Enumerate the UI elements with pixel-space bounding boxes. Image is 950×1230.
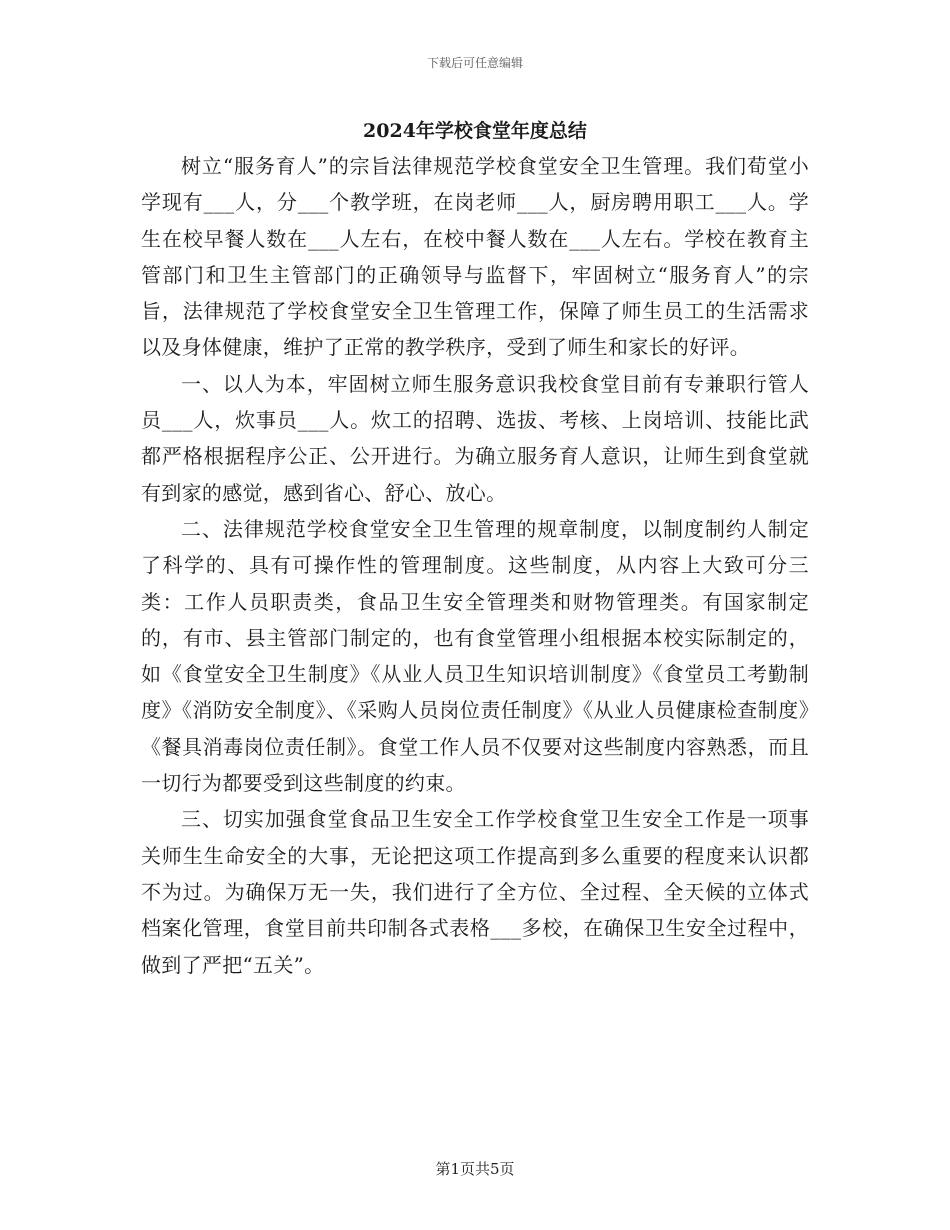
paragraph-section-3: 三、切实加强食堂食品卫生安全工作学校食堂卫生安全工作是一项事关师生生命安全的大事，无论把这项工作提高到多么重要的程度来认识都不为过。为确保万无一失，我们进行了全方位、全过程、全天候的立体式档案化管理，食堂目前共印制各式表格___多校，在确保卫生安全过程中，做到了严把“五关”。: [141, 807, 809, 977]
paragraph-section-2: 二、法律规范学校食堂安全卫生管理的规章制度，以制度制约人制定了科学的、具有可操作性的管理制度。这些制度，从内容上大致可分三类：工作人员职责类，食品卫生安全管理类和财物管理类。有国家制定的，有市、县主管部门制定的，也有食堂管理小组根据本校实际制定的，如《食堂安全卫生制度》《从业人员卫生知识培训制度》《食堂员工考勤制度》《消防安全制度》、《采购人员岗位责任制度》《从业人员健康检查制度》《餐具消毒岗位责任制》。食堂工作人员不仅要对这些制度内容熟悉，而且一切行为都要受到这些制度的约束。: [141, 516, 809, 796]
paragraph-intro: 树立“服务育人”的宗旨法律规范学校食堂安全卫生管理。我们荀堂小学现有___人，分___个教学班，在岗老师___人，厨房聘用职工___人。学生在校早餐人数在___人左右，在校中餐人数在___人左右。学校在教育主管部门和卫生主管部门的正确领导与监督下，牢固树立“服务育人”的宗旨，法律规范了学校食堂安全卫生管理工作，保障了师生员工的生活需求以及身体健康，维护了正常的教学秩序，受到了师生和家长的好评。: [141, 154, 809, 360]
document-title: 2024年学校食堂年度总结: [363, 120, 587, 142]
page-header-note: 下载后可任意编辑: [426, 56, 523, 70]
document-body: [141, 148, 809, 983]
page-number: 第1页共5页: [435, 1160, 515, 1178]
paragraph-section-1: 一、以人为本，牢固树立师生服务意识我校食堂目前有专兼职行管人员___人，炊事员___人。炊工的招聘、选拔、考核、上岗培训、技能比武都严格根据程序公正、公开进行。为确立服务育人意识，让师生到食堂就有到家的感觉，感到省心、舒心、放心。: [141, 371, 809, 505]
